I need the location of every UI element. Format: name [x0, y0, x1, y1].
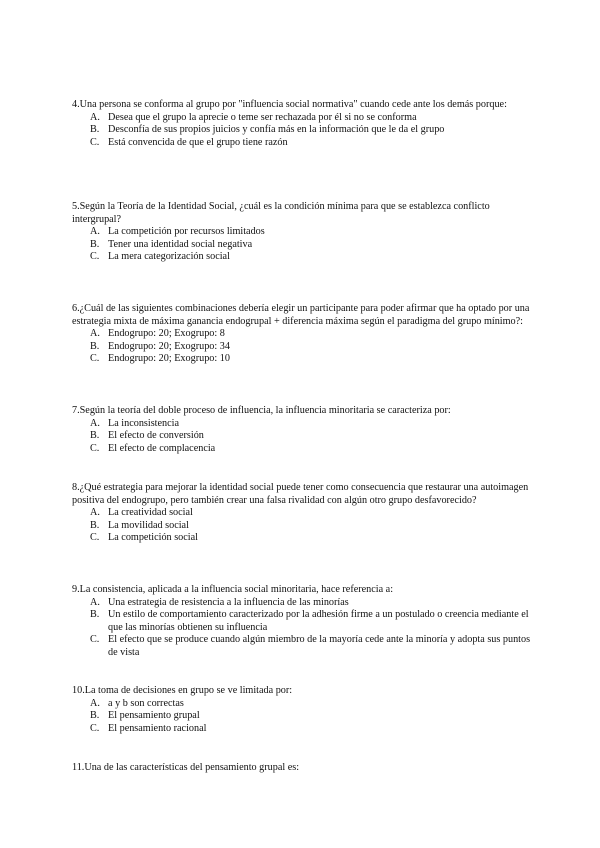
option-b: B. Tener una identidad social negativa [90, 238, 253, 250]
option-a: A. a y b son correctas [90, 697, 184, 709]
option-list [72, 112, 532, 150]
option-list [72, 597, 532, 660]
option-b: B. Endogrupo: 20; Exogrupo: 34 [90, 340, 230, 352]
question-stem: 5.Según la Teoría de la Identidad Social, ¿cuál es la condición mínima para que se establezca conflicto intergrupal? [72, 201, 490, 225]
option-c: C. El efecto que se produce cuando algún miembro de la mayoría cede ante la minoría y adopta sus puntos de vista [90, 634, 531, 658]
option-c: C. La mera categorización social [90, 251, 230, 263]
question-stem: 7.Según la teoría del doble proceso de influencia, la influencia minoritaria se caracteriza por: [72, 405, 451, 416]
option-list [72, 507, 532, 545]
question-9 [72, 584, 532, 660]
question-4 [72, 99, 532, 149]
option-b: B. El pensamiento grupal [90, 710, 200, 722]
option-a: A. La competición por recursos limitados [90, 226, 265, 238]
question-10 [72, 685, 532, 735]
option-b: B. Desconfía de sus propios juicios y confía más en la información que le da el grupo [90, 124, 445, 136]
question-stem: 10.La toma de decisiones en grupo se ve limitada por: [72, 685, 293, 696]
question-stem: 6.¿Cuál de las siguientes combinaciones debería elegir un participante para poder afirmar que ha optado por una estrategia mixta de máxima ganancia endogrupal + diferencia máxima según el paradigma del grupo mínimo?: [72, 303, 530, 327]
option-a: A. Endogrupo: 20; Exogrupo: 8 [90, 328, 225, 340]
question-stem: 8.¿Qué estrategia para mejorar la identidad social puede tener como consecuencia que restaurar una autoimagen positiva del endogrupo, pero también crear una falsa rivalidad con algún otro grupo desfavorecido? [72, 482, 529, 506]
option-list [72, 418, 532, 456]
option-c: C. Endogrupo: 20; Exogrupo: 10 [90, 353, 230, 365]
question-stem: 11.Una de las características del pensamiento grupal es: [72, 762, 300, 773]
question-stem: 9.La consistencia, aplicada a la influencia social minoritaria, hace referencia a: [72, 584, 394, 595]
option-a: A. La creatividad social [90, 507, 193, 519]
option-b: B. El efecto de conversión [90, 430, 204, 442]
option-c: C. El efecto de complacencia [90, 442, 216, 454]
question-stem: 4.Una persona se conforma al grupo por "influencia social normativa" cuando cede ante los demás porque: [72, 99, 507, 110]
question-6 [72, 303, 532, 366]
option-a: A. Una estrategia de resistencia a la influencia de las minorías [90, 596, 349, 608]
question-5 [72, 201, 532, 264]
option-a: A. Desea que el grupo la aprecie o teme ser rechazada por él si no se conforma [90, 111, 417, 123]
option-b: B. Un estilo de comportamiento caracterizado por la adhesión firme a un postulado o creencia mediante el que las minorías obtienen su influencia [90, 609, 529, 633]
question-7 [72, 405, 532, 455]
option-c: C. La competición social [90, 532, 198, 544]
question-11 [72, 762, 532, 775]
option-b: B. La movilidad social [90, 519, 189, 531]
option-list [72, 698, 532, 736]
option-c: C. Está convencida de que el grupo tiene razón [90, 136, 288, 148]
option-list [72, 328, 532, 366]
option-c: C. El pensamiento racional [90, 722, 207, 734]
option-a: A. La inconsistencia [90, 417, 180, 429]
question-8 [72, 482, 532, 545]
option-list [72, 226, 532, 264]
